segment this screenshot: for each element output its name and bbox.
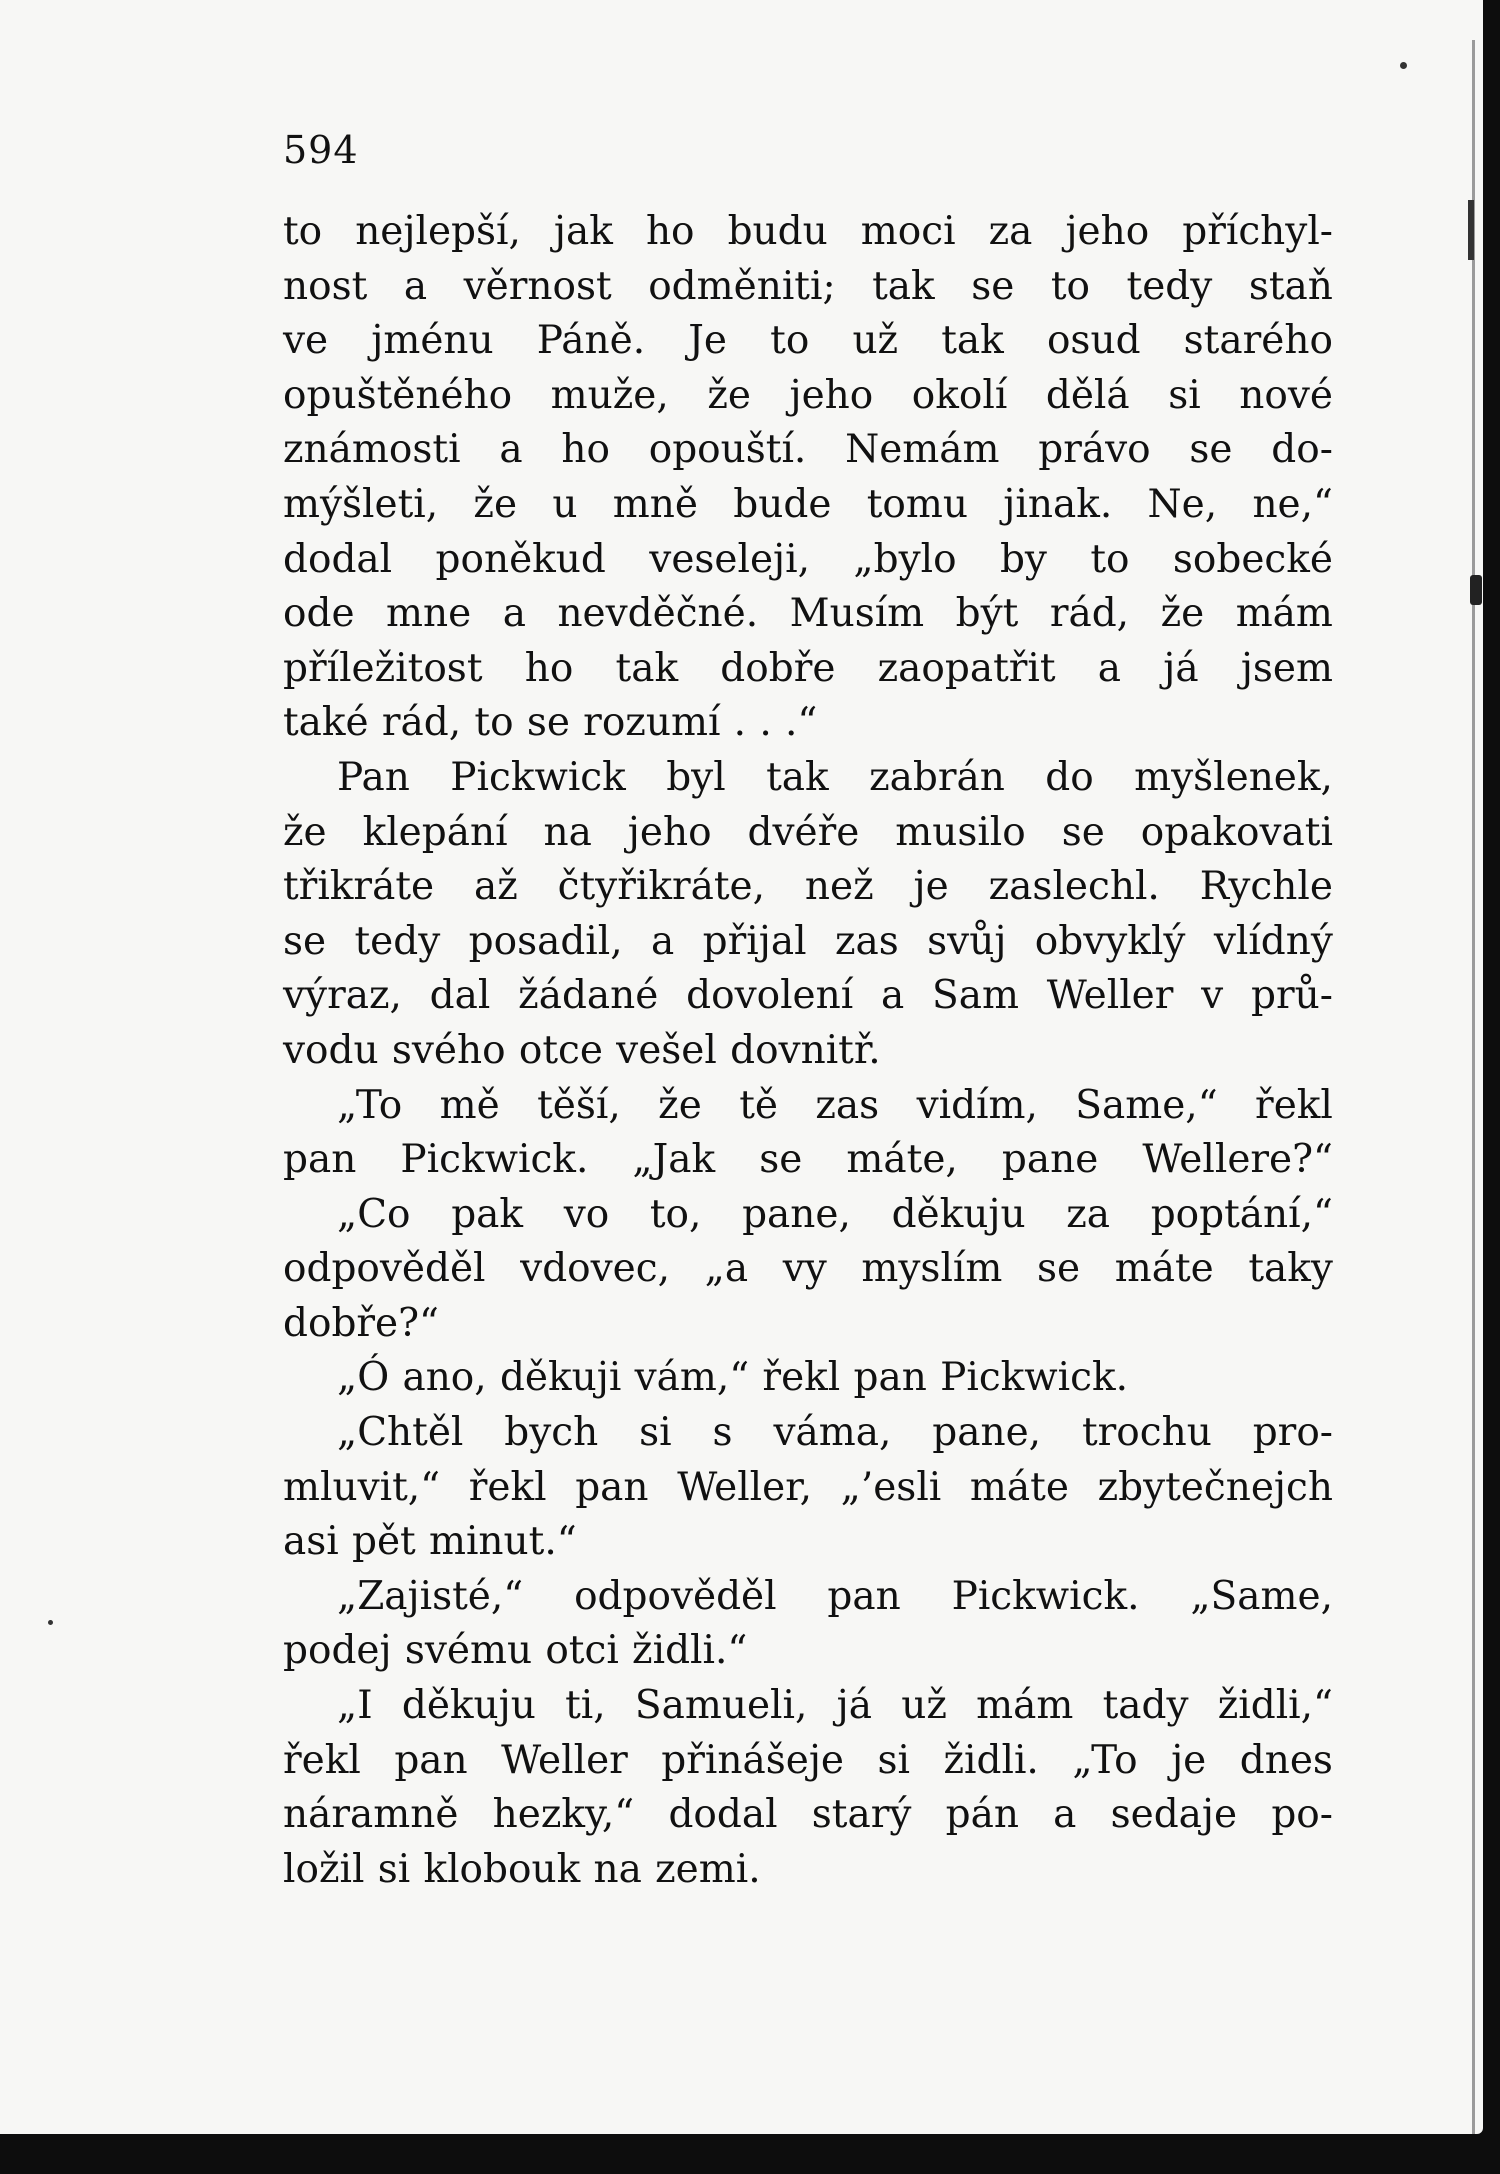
word: klepání bbox=[362, 809, 508, 855]
word: tak bbox=[941, 318, 1004, 364]
word: přijal bbox=[702, 918, 807, 964]
word: já bbox=[1163, 645, 1199, 691]
word: odpověděl bbox=[283, 1246, 486, 1292]
word: musilo bbox=[895, 809, 1026, 855]
word: Sam bbox=[932, 973, 1019, 1019]
word: a bbox=[1053, 1792, 1077, 1838]
word: dobře?“ bbox=[283, 1300, 439, 1346]
page-edge-shadow bbox=[1472, 40, 1475, 2134]
word: starý bbox=[811, 1792, 912, 1838]
word: příležitost bbox=[283, 645, 483, 691]
word: že bbox=[473, 481, 518, 527]
text-line bbox=[283, 260, 1333, 315]
word: opouští. bbox=[648, 427, 807, 473]
word: dodal bbox=[668, 1792, 778, 1838]
text-line bbox=[283, 1570, 1333, 1625]
word: bude bbox=[733, 481, 832, 527]
word: tady bbox=[1102, 1683, 1189, 1729]
word: byl bbox=[666, 754, 726, 800]
word: přinášeje bbox=[661, 1737, 845, 1783]
text-line bbox=[283, 478, 1333, 533]
word: dělá bbox=[1045, 372, 1130, 418]
word: nové bbox=[1239, 372, 1333, 418]
word: jsem bbox=[1240, 645, 1333, 691]
word: židli. bbox=[943, 1737, 1039, 1783]
word: mě bbox=[439, 1082, 500, 1128]
word: budu bbox=[727, 209, 828, 254]
word: otce bbox=[518, 1027, 603, 1073]
text-line bbox=[283, 369, 1333, 424]
word: rozumí bbox=[583, 700, 721, 746]
word: bych bbox=[504, 1410, 599, 1456]
word: příchyl- bbox=[1182, 209, 1333, 254]
word: klobouk bbox=[423, 1846, 581, 1892]
word: jeho bbox=[789, 372, 874, 418]
word: dodal bbox=[283, 536, 393, 582]
word: než bbox=[804, 864, 874, 910]
word: pan bbox=[394, 1737, 468, 1783]
word: v bbox=[1201, 973, 1224, 1019]
word: třikráte bbox=[283, 864, 435, 910]
word: nost bbox=[283, 263, 368, 309]
word: a bbox=[881, 973, 905, 1019]
text-line bbox=[283, 423, 1333, 478]
word: že bbox=[1160, 591, 1205, 637]
word: je bbox=[1171, 1737, 1207, 1783]
word: že bbox=[283, 809, 327, 855]
word: Rychle bbox=[1199, 864, 1333, 910]
word: řekl bbox=[468, 1464, 547, 1510]
word: „a bbox=[704, 1246, 749, 1292]
word: ano, bbox=[402, 1355, 487, 1401]
word: jeho bbox=[627, 809, 712, 855]
word: opuštěného bbox=[283, 372, 513, 418]
word: pane, bbox=[742, 1191, 851, 1237]
word: známosti bbox=[283, 427, 461, 473]
word: se bbox=[759, 1137, 803, 1183]
word: zbytečnejch bbox=[1097, 1464, 1333, 1510]
word: „Ó bbox=[337, 1355, 390, 1401]
word: tak bbox=[872, 263, 935, 309]
word: pak bbox=[451, 1191, 524, 1237]
word: děkuji bbox=[499, 1355, 622, 1401]
text-line bbox=[283, 1297, 1333, 1352]
word: se bbox=[283, 918, 327, 964]
word: dvéře bbox=[747, 809, 860, 855]
word: Weller, bbox=[677, 1464, 812, 1510]
word: to bbox=[1090, 536, 1130, 582]
word: Same,“ bbox=[1075, 1082, 1218, 1128]
word: jeho bbox=[1065, 209, 1150, 254]
word: těší, bbox=[537, 1082, 621, 1128]
word: osud bbox=[1046, 318, 1141, 364]
word: čtyřikráte, bbox=[557, 864, 766, 910]
page-number: 594 bbox=[283, 128, 359, 172]
word: obvyklý bbox=[1034, 918, 1186, 964]
word: si bbox=[877, 1737, 910, 1783]
word: váma, bbox=[773, 1410, 892, 1456]
word: dnes bbox=[1239, 1737, 1333, 1783]
word: „bylo bbox=[853, 536, 957, 582]
word: svůj bbox=[927, 918, 1007, 964]
word: vlídný bbox=[1213, 918, 1333, 964]
word: židli.“ bbox=[632, 1628, 748, 1674]
word: se bbox=[1189, 427, 1233, 473]
word: opakovati bbox=[1140, 809, 1333, 855]
text-line bbox=[283, 533, 1333, 588]
text-line bbox=[283, 642, 1333, 697]
word: minut.“ bbox=[428, 1519, 577, 1565]
word: si bbox=[1168, 372, 1201, 418]
word: děkuju bbox=[401, 1683, 536, 1729]
word: ode bbox=[283, 591, 355, 637]
word: veseleji, bbox=[649, 536, 811, 582]
text-line bbox=[283, 1679, 1333, 1734]
word: a bbox=[499, 427, 523, 473]
word: myslím bbox=[861, 1246, 1003, 1292]
word: „To bbox=[1072, 1737, 1138, 1783]
text-line bbox=[283, 1024, 1333, 1079]
text-line bbox=[283, 1515, 1333, 1570]
word: zemi. bbox=[655, 1846, 761, 1892]
word: otci bbox=[545, 1628, 619, 1674]
word: starého bbox=[1183, 318, 1333, 364]
page-edge-mark bbox=[1468, 200, 1474, 260]
word: odměniti; bbox=[648, 263, 836, 309]
word: . bbox=[759, 700, 772, 746]
word: ne,“ bbox=[1252, 481, 1333, 527]
word: si bbox=[639, 1410, 672, 1456]
word: sobecké bbox=[1172, 536, 1333, 582]
text-line bbox=[283, 1788, 1333, 1843]
text-line bbox=[283, 806, 1333, 861]
word: „I bbox=[337, 1683, 373, 1729]
word: Pickwick. bbox=[940, 1355, 1129, 1401]
word: mýšleti, bbox=[283, 481, 439, 527]
text-line bbox=[283, 1351, 1333, 1406]
word: Samueli, bbox=[634, 1683, 808, 1729]
text-line bbox=[283, 314, 1333, 369]
word: dovolení bbox=[686, 973, 854, 1019]
word: Weller bbox=[1046, 973, 1174, 1019]
word: Weller bbox=[501, 1737, 628, 1783]
word: Musím bbox=[789, 591, 925, 637]
text-line bbox=[283, 1461, 1333, 1516]
word: sedaje bbox=[1110, 1792, 1238, 1838]
word: poptání,“ bbox=[1150, 1191, 1333, 1237]
word: rád, bbox=[1049, 591, 1130, 637]
word: .“ bbox=[784, 700, 818, 746]
word: podej bbox=[283, 1628, 392, 1674]
word: za bbox=[1066, 1191, 1111, 1237]
word: Pickwick. bbox=[400, 1137, 589, 1183]
word: vám,“ bbox=[634, 1355, 750, 1401]
word: „Zajisté,“ bbox=[337, 1573, 524, 1619]
text-line bbox=[283, 1406, 1333, 1461]
word: nevděčné. bbox=[557, 591, 759, 637]
word: to, bbox=[649, 1191, 702, 1237]
word: „Same, bbox=[1190, 1573, 1333, 1619]
page-edge-mark bbox=[1470, 575, 1482, 605]
word: hezky,“ bbox=[492, 1792, 635, 1838]
word: náramně bbox=[283, 1792, 459, 1838]
body-text bbox=[283, 205, 1333, 1897]
word: vy bbox=[782, 1246, 827, 1292]
word: je bbox=[913, 864, 949, 910]
word: moci bbox=[860, 209, 956, 254]
word: dovnitř. bbox=[730, 1027, 881, 1073]
word: to bbox=[474, 700, 514, 746]
word: se bbox=[1061, 809, 1105, 855]
dust-speck bbox=[48, 1620, 53, 1625]
word: jak bbox=[553, 209, 613, 254]
word: to bbox=[1050, 263, 1091, 309]
word: pán bbox=[945, 1792, 1019, 1838]
word: děkuju bbox=[891, 1191, 1026, 1237]
word: ho bbox=[561, 427, 610, 473]
word: tomu bbox=[866, 481, 968, 527]
word: nejlepší, bbox=[355, 209, 521, 254]
word: muže, bbox=[550, 372, 669, 418]
word: také bbox=[283, 700, 369, 746]
word: tě bbox=[739, 1082, 778, 1128]
word: pět bbox=[352, 1519, 416, 1565]
word: tedy bbox=[354, 918, 441, 964]
word: až bbox=[473, 864, 518, 910]
word: ho bbox=[524, 645, 574, 691]
word: posadil, bbox=[468, 918, 623, 964]
word: vidím, bbox=[916, 1082, 1038, 1128]
word: mně bbox=[612, 481, 698, 527]
text-line bbox=[283, 1242, 1333, 1297]
word: staň bbox=[1248, 263, 1333, 309]
word: na bbox=[593, 1846, 642, 1892]
word: Nemám bbox=[845, 427, 1000, 473]
word: „Jak bbox=[632, 1137, 716, 1183]
text-line bbox=[283, 1079, 1333, 1134]
word: a bbox=[403, 263, 428, 309]
text-line bbox=[283, 1734, 1333, 1789]
word: Je bbox=[688, 318, 727, 364]
word: vešel bbox=[616, 1027, 717, 1073]
word: už bbox=[901, 1683, 947, 1729]
word: pane bbox=[1001, 1137, 1099, 1183]
word: „To bbox=[337, 1082, 403, 1128]
word: Pickwick. bbox=[951, 1573, 1140, 1619]
word: mne bbox=[386, 591, 472, 637]
word: tedy bbox=[1126, 263, 1213, 309]
word: se bbox=[971, 263, 1015, 309]
word: myšlenek, bbox=[1134, 754, 1333, 800]
text-line bbox=[283, 205, 1333, 260]
word: řekl bbox=[283, 1737, 361, 1783]
word: ve bbox=[283, 318, 329, 364]
word: já bbox=[836, 1683, 872, 1729]
word: mluvit,“ bbox=[283, 1464, 441, 1510]
text-line bbox=[283, 1843, 1333, 1898]
word: pan bbox=[283, 1137, 357, 1183]
word: jinak. bbox=[1003, 481, 1113, 527]
word: rád, bbox=[381, 700, 462, 746]
word: svého bbox=[391, 1027, 506, 1073]
text-line bbox=[283, 860, 1333, 915]
word: a bbox=[651, 918, 675, 964]
word: okolí bbox=[911, 372, 1008, 418]
word: vodu bbox=[283, 1027, 379, 1073]
word: mám bbox=[1235, 591, 1333, 637]
word: že bbox=[707, 372, 751, 418]
word: máte, bbox=[846, 1137, 958, 1183]
word: na bbox=[543, 809, 592, 855]
word: „Co bbox=[337, 1191, 411, 1237]
word: Ne, bbox=[1147, 481, 1218, 527]
text-line bbox=[283, 751, 1333, 806]
word: zas bbox=[834, 918, 899, 964]
word: asi bbox=[283, 1519, 339, 1565]
word: máte bbox=[1114, 1246, 1214, 1292]
word: ložil bbox=[283, 1846, 365, 1892]
text-line bbox=[283, 1624, 1333, 1679]
word: svému bbox=[404, 1628, 533, 1674]
word: zabrán bbox=[869, 754, 1005, 800]
word: dal bbox=[429, 973, 491, 1019]
word: vdovec, bbox=[520, 1246, 670, 1292]
word: se bbox=[1037, 1246, 1081, 1292]
word: . bbox=[733, 700, 747, 746]
word: už bbox=[852, 318, 899, 364]
text-line bbox=[283, 587, 1333, 642]
word: Pan bbox=[337, 754, 410, 800]
word: „’esli bbox=[840, 1464, 942, 1510]
word: zas bbox=[815, 1082, 880, 1128]
word: zaopatřit bbox=[877, 645, 1056, 691]
word: a bbox=[1097, 645, 1122, 691]
word: být bbox=[955, 591, 1019, 637]
text-line bbox=[283, 1133, 1333, 1188]
word: prů- bbox=[1250, 973, 1333, 1019]
text-line bbox=[283, 696, 1333, 751]
word: řekl bbox=[762, 1355, 841, 1401]
word: by bbox=[999, 536, 1047, 582]
word: taky bbox=[1248, 1246, 1333, 1292]
text-line bbox=[283, 915, 1333, 970]
word: to bbox=[283, 209, 323, 254]
word: tak bbox=[615, 645, 679, 691]
word: pan bbox=[575, 1464, 649, 1510]
word: žádané bbox=[518, 973, 659, 1019]
word: a bbox=[502, 591, 526, 637]
word: mám bbox=[976, 1683, 1074, 1729]
word: vo bbox=[563, 1191, 610, 1237]
word: do bbox=[1045, 754, 1094, 800]
text-line bbox=[283, 1188, 1333, 1243]
word: tak bbox=[766, 754, 829, 800]
word: „Chtěl bbox=[337, 1410, 464, 1456]
word: pan bbox=[853, 1355, 927, 1401]
word: máte bbox=[969, 1464, 1069, 1510]
word: výraz, bbox=[283, 973, 402, 1019]
word: věrnost bbox=[463, 263, 612, 309]
word: právo bbox=[1038, 427, 1151, 473]
word: u bbox=[552, 481, 578, 527]
word: Pickwick bbox=[450, 754, 626, 800]
word: pane, bbox=[932, 1410, 1042, 1456]
word: pan bbox=[827, 1573, 901, 1619]
word: to bbox=[770, 318, 810, 364]
word: poněkud bbox=[435, 536, 606, 582]
word: ho bbox=[645, 209, 695, 254]
word: zaslechl. bbox=[988, 864, 1160, 910]
word: odpověděl bbox=[574, 1573, 777, 1619]
word: že bbox=[658, 1082, 702, 1128]
word: po- bbox=[1271, 1792, 1333, 1838]
word: se bbox=[526, 700, 570, 746]
word: s bbox=[712, 1410, 733, 1456]
word: do- bbox=[1271, 427, 1333, 473]
word: Wellere?“ bbox=[1142, 1137, 1333, 1183]
word: si bbox=[377, 1846, 411, 1892]
word: pro- bbox=[1252, 1410, 1333, 1456]
word: trochu bbox=[1081, 1410, 1212, 1456]
dust-speck bbox=[1400, 62, 1407, 69]
text-line bbox=[283, 969, 1333, 1024]
word: ti, bbox=[565, 1683, 606, 1729]
word: Páně. bbox=[536, 318, 646, 364]
word: jménu bbox=[371, 318, 494, 364]
word: dobře bbox=[720, 645, 836, 691]
word: řekl bbox=[1255, 1082, 1333, 1128]
word: za bbox=[988, 209, 1033, 254]
word: židli,“ bbox=[1217, 1683, 1333, 1729]
